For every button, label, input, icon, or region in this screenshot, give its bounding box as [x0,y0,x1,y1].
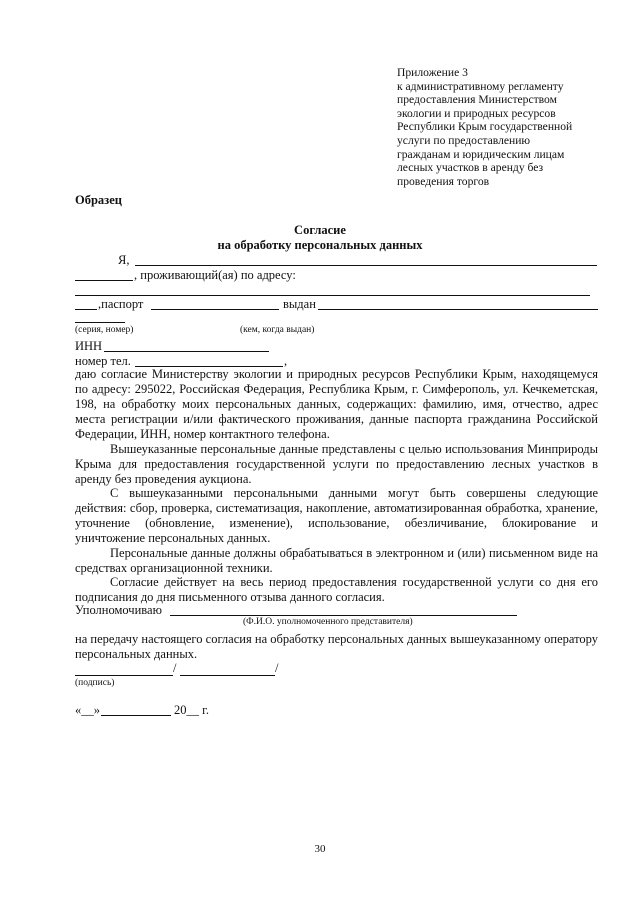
passport-number-field[interactable] [151,309,279,310]
annex-line: гражданам и юридическим лицам [397,147,565,161]
annex-line: лесных участков в аренду без [397,161,544,175]
passport-label: ,паспорт [98,297,144,311]
date-day: «__» [75,703,100,717]
sample-label: Образец [75,193,122,207]
series-number-hint: (серия, номер) [75,325,134,335]
purpose-paragraph: Вышеуказанные персональные данные представлены с целью использования Минприроды Крыма для предоставления государственной услуги по предоставлению лесных участков в аренду без проведения аукциона. [75,442,598,486]
form-ya-label: Я, [118,253,130,267]
passport-issued-field[interactable] [318,309,598,310]
validity-paragraph: Согласие действует на весь период предоставления государственной услуги со дня его подписания до дня письменного отзыва данного согласия. [75,575,598,604]
inn-label: ИНН [75,339,103,353]
full-name-field[interactable] [135,265,597,266]
signature-decode-field[interactable] [180,675,275,676]
signature-slash-2: / [275,661,279,675]
address-end-field[interactable] [75,309,97,310]
date-month-field[interactable] [101,715,171,716]
annex-line: Приложение 3 [397,66,468,79]
annex-line: к административному регламенту [397,79,564,93]
name-continuation-field[interactable] [75,280,133,281]
inn-field[interactable] [104,351,269,352]
passport-extra-field[interactable] [75,322,125,323]
page-number: 30 [314,843,326,855]
annex-line: проведения торгов [397,174,490,188]
processing-paragraph: Персональные данные должны обрабатываться в электронном и (или) письменном виде на средствах организационной техники. [75,546,598,575]
signature-slash-1: / [173,661,177,675]
actions-paragraph: С вышеуказанными персональными данными могут быть совершены следующие действия: сбор, проверка, систематизация, накопление, автоматизированная обработка, хранение, уточнение (обновление, изменение), использование, обезличивание, блокирование и уничтожение персональных данных. [75,486,598,545]
residing-label: , проживающий(ая) по адресу: [134,268,296,282]
consent-paragraph: даю согласие Министерству экологии и природных ресурсов Республики Крым, находящемуся по адресу: 295022, Российская Федерация, Республика Крым, г. Симферополь, ул. Кечкеметская, 198, на обработку моих персональных данных, содержащих: фамилию, имя, отчество, адрес места регистрации и/или фактического проживания, данные паспорта гражданина Российской Федерации, ИНН, номер контактного телефона. [75,367,598,441]
document-subtitle: на обработку персональных данных [217,238,423,252]
annex-line: экологии и природных ресурсов [397,106,556,120]
issued-by-hint: (кем, когда выдан) [240,325,315,335]
representative-hint: (Ф.И.О. уполномоченного представителя) [243,617,413,627]
issued-label: выдан [283,297,316,311]
phone-label: номер тел. [75,354,131,368]
representative-name-field[interactable] [170,615,517,616]
signature-field[interactable] [75,675,173,676]
annex-header [397,66,617,188]
annex-line: Республики Крым государственной [397,120,573,134]
transfer-paragraph: на передачу настоящего согласия на обработку персональных данных вышеуказанному оператору персональных данных. [75,632,598,661]
date-year: 20__ г. [174,703,209,717]
document-title: Согласие [294,223,346,237]
address-field[interactable] [75,295,590,296]
annex-line: предоставления Министерством [397,93,557,107]
annex-line: услуги по предоставлению [397,133,531,147]
authorize-label: Уполномочиваю [75,603,162,617]
signature-hint: (подпись) [75,678,115,688]
phone-comma: , [284,354,288,368]
